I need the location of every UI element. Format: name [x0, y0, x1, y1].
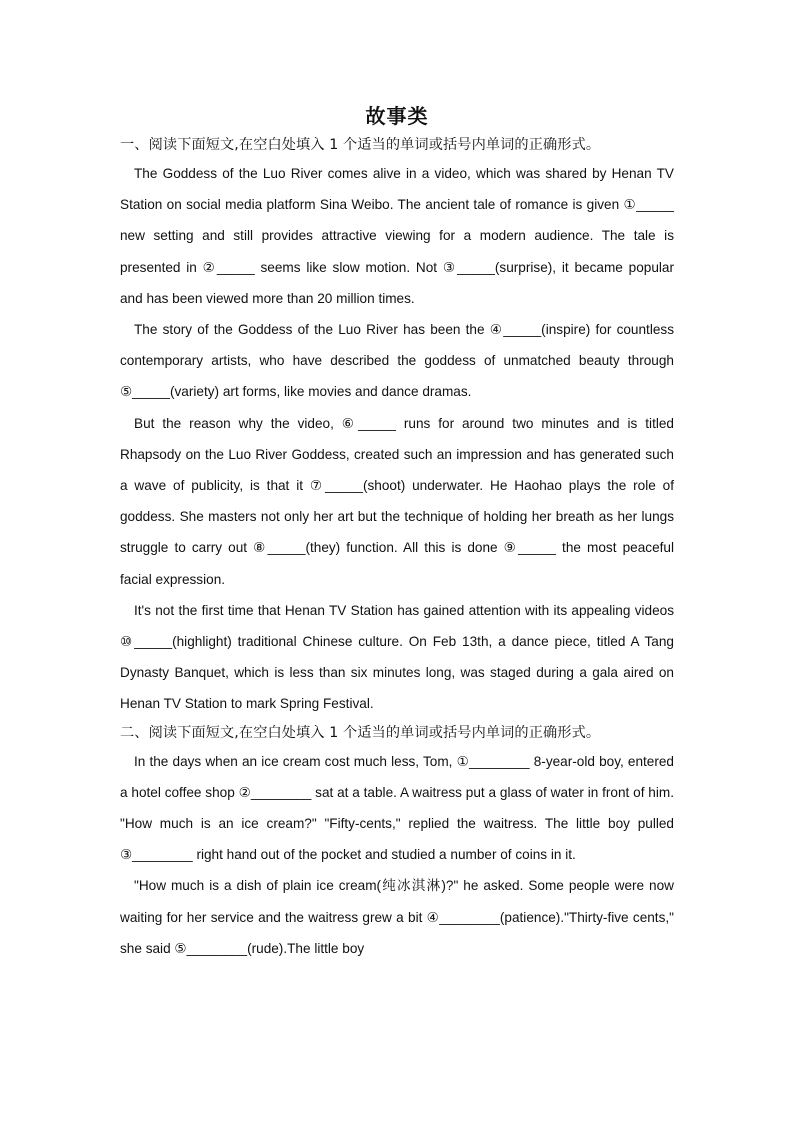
- passage-paragraph: "How much is a dish of plain ice cream(纯冰淇淋)?" he asked. Some people were now waiting for her service and the waitress grew a bit ④________(patience)."Thirty-five cents," she said ⑤________(rude).The little boy: [120, 878, 674, 956]
- passage-paragraph: It's not the first time that Henan TV Station has gained attention with its appealing videos ⑩_____(highlight) traditional Chinese culture. On Feb 13th, a dance piece, titled A Tang Dynasty Banquet, which is less than six minutes long, was staged during a gala aired on Henan TV Station to mark Spring Festival.: [120, 602, 674, 712]
- passage-paragraph: But the reason why the video, ⑥_____ runs for around two minutes and is titled Rhapsody on the Luo River Goddess, created such an impression and has generated such a wave of publicity, is that it ⑦_____(shoot) underwater. He Haohao plays the role of goddess. She masters not only her art but the technique of holding her breath as her lungs struggle to carry out ⑧_____(they) function. All this is done ⑨_____ the most peaceful facial expression.: [120, 415, 674, 587]
- section-heading: 一、阅读下面短文,在空白处填入 1 个适当的单词或括号内单词的正确形式。: [120, 137, 601, 153]
- section-1: [120, 134, 674, 720]
- section-heading: 二、阅读下面短文,在空白处填入 1 个适当的单词或括号内单词的正确形式。: [120, 724, 601, 741]
- document-body: [120, 100, 674, 964]
- passage-paragraph: The story of the Goddess of the Luo River has been the ④_____(inspire) for countless contemporary artists, who have described the goddess of unmatched beauty through ⑤_____(variety) art forms, like movies and dance dramas.: [120, 322, 674, 400]
- section-2: [120, 722, 674, 964]
- page-title: 故事类: [365, 104, 429, 128]
- passage-paragraph: In the days when an ice cream cost much less, Tom, ①________ 8-year-old boy, entered a hotel coffee shop ②________ sat at a table. A waitress put a glass of water in front of him. "How much is an ice cream?" "Fifty-cents," replied the waitress. The little boy pulled ③________ right hand out of the pocket and studied a number of coins in it.: [120, 753, 674, 863]
- passage-paragraph: The Goddess of the Luo River comes alive in a video, which was shared by Henan TV Station on social media platform Sina Weibo. The ancient tale of romance is given ①_____ new setting and still provides attractive viewing for a modern audience. The tale is presented in ②_____ seems like slow motion. Not ③_____(surprise), it became popular and has been viewed more than 20 million times.: [120, 166, 674, 306]
